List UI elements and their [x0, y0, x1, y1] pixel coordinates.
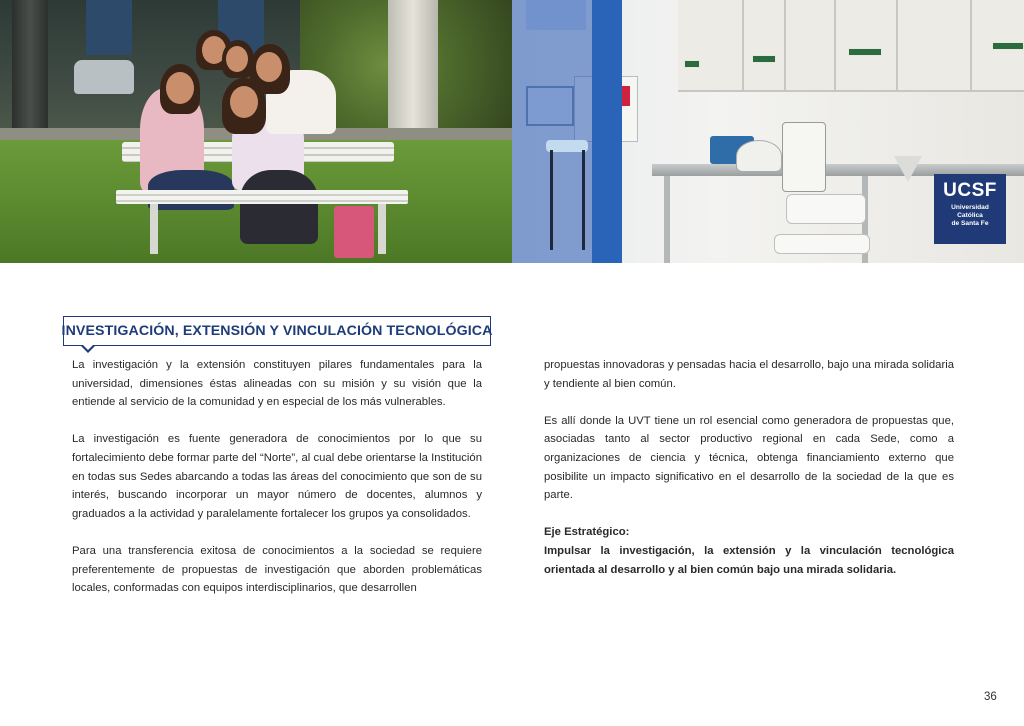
lab-stool-leg	[582, 150, 585, 250]
lab-microscope	[782, 122, 826, 192]
lab-counter-leg	[664, 176, 670, 263]
logo-subtitle-line2: de Santa Fe	[951, 220, 989, 227]
photo-bench-leg	[150, 204, 158, 254]
lab-chair-back	[786, 194, 866, 224]
photo-person-face	[226, 46, 248, 72]
section-heading	[63, 316, 491, 346]
photo-bench-leg	[378, 204, 386, 254]
lab-cabinet-door	[834, 0, 836, 90]
lab-chair-seat	[774, 234, 870, 254]
lab-cabinet-door	[784, 0, 786, 90]
lab-cabinet-door	[970, 0, 972, 90]
left-column	[72, 356, 482, 598]
lab-upper-cabinets	[678, 0, 1024, 92]
lab-cabinet-tag	[992, 42, 1024, 50]
photo-car	[74, 60, 134, 94]
photo-person-face	[166, 72, 194, 104]
lab-blue-column	[592, 0, 622, 263]
lab-funnel	[894, 156, 922, 182]
photo-pink-bag	[334, 206, 374, 258]
right-column	[544, 356, 954, 579]
lab-cabinet-door	[896, 0, 898, 90]
photo-bench-seat	[116, 190, 408, 204]
heading-callout-tail-inner	[82, 344, 94, 350]
paragraph: La investigación es fuente generadora de conocimientos por lo que su fortalecimiento debe formar parte del “Norte”, al cual debe orientarse la Institución en todas sus Sedes abarcando a todas las áreas del conocimiento que son de su interés, buscando incorporar un mayor número de docentes, alumnos y graduados a la actividad y paralelamente fortalecer los grupos ya consolidados.	[72, 433, 482, 520]
lab-cabinet-tag	[848, 48, 882, 56]
logo-mark: UCSF	[943, 180, 997, 201]
paragraph: Es allí donde la UVT tiene un rol esencial como generadora de propuestas que, asociadas tanto al sector productivo regional en cada Sede, como a organizaciones de ciencia y técnica, obtenga financiamiento externo que posibilite un impacto significativo en el desarrollo de la sociedad de la que es parte.	[544, 414, 954, 502]
photo-banner	[86, 0, 132, 55]
lab-cabinet-tag	[752, 55, 776, 63]
photo-person	[240, 170, 318, 244]
eje-estrategico-label: Eje Estratégico:	[544, 526, 630, 539]
lab-cabinet-tag	[684, 60, 700, 68]
photo-pillar	[388, 0, 438, 138]
paragraph: La investigación y la extensión constituyen pilares fundamentales para la universidad, dimensiones éstas alineadas con su misión y su visión que la entiende al servicio de la comunidad y en especial de los más vulnerables.	[72, 359, 482, 409]
page-number: 36	[984, 691, 997, 703]
section-title: INVESTIGACIÓN, EXTENSIÓN Y VINCULACIÓN TECNOLÓGICA	[61, 323, 493, 339]
lab-cabinet-door	[742, 0, 744, 90]
group-selfie-photo	[0, 0, 512, 263]
eje-estrategico-text: Impulsar la investigación, la extensión y la vinculación tecnológica orientada al desarrollo y al bien común bajo una mirada solidaria.	[544, 544, 954, 576]
lab-centrifuge	[736, 140, 782, 172]
paragraph: propuestas innovadoras y pensadas hacia el desarrollo, bajo una mirada solidaria y tendiente al bien común.	[544, 359, 954, 390]
photo-pillar	[12, 0, 48, 130]
lab-stool-leg	[550, 150, 553, 250]
photo-person-face	[256, 52, 282, 82]
logo-subtitle-line1: Universidad Católica	[951, 204, 989, 219]
hero-photos	[0, 0, 1024, 263]
paragraph: Para una transferencia exitosa de conocimientos a la sociedad se requiere preferentemente de propuestas de investigación que aborden problemáticas locales, conformadas con equipos interdisciplinarios, que desarrollen	[72, 544, 482, 595]
ucsf-logo	[934, 174, 1006, 244]
